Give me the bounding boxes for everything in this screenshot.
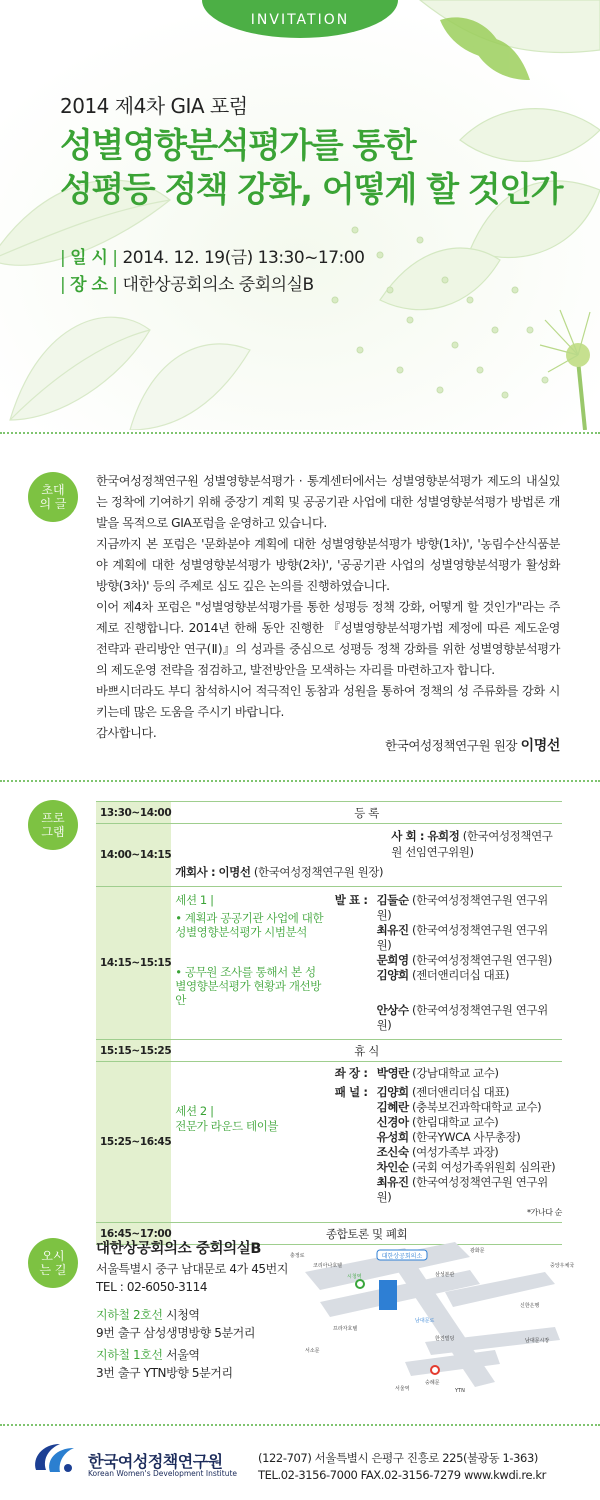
map-label: 서울역: [395, 1386, 410, 1392]
place-value: 대한상공회의소 중회의실B: [122, 275, 314, 295]
invitation-header: [0, 0, 600, 430]
chair-label: 좌 장 :: [334, 1066, 368, 1080]
place-label: 장 소: [70, 275, 108, 295]
footer-phone-fax-web: TEL.02-3156-7000 FAX.02-3156-7279 www.kwdi.re.kr: [258, 1468, 546, 1482]
invitation-tag: INVITATION: [202, 0, 398, 38]
session-1-topic-2: • 공무원 조사를 통해서 본 성별영향분석평가 현황과 개선방안: [175, 965, 321, 1007]
divider: [0, 780, 600, 782]
footer-address: (122-707) 서울특별시 은평구 진흥로 225(불광동 1-363): [258, 1451, 538, 1465]
closing-cell: 종합토론 및 폐회: [171, 1223, 562, 1245]
signature: [385, 735, 560, 755]
footer-contact: [258, 1450, 546, 1484]
map-label: 숭례문: [425, 1380, 440, 1386]
divider: [0, 432, 600, 434]
signature-name: 이명선: [520, 738, 560, 754]
letter-paragraph: 한국여성정책연구원 성별영향분석평가 · 통계센터에서는 성별영향분석평가 제도의 내실있는 정착에 기여하기 위해 중장기 계획 및 공공기관 사업에 대한 성별영향분석평가 방법론 개발을 목적으로 GIA포럼을 운영하고 있습니다.: [96, 474, 560, 530]
presenter: 최유진 (한국여성정책연구원 연구위원): [376, 923, 548, 952]
map-label: 광화문: [470, 1248, 485, 1254]
map-label: 중앙우체국: [550, 1263, 575, 1269]
table-row: [96, 824, 562, 887]
forum-subtitle: 2014 제4차 GIA 포럼: [60, 94, 248, 118]
venue-name: 대한상공회의소 중회의실B: [96, 1241, 261, 1257]
map-label: 충정로: [290, 1253, 305, 1259]
host-line: 사 회 : 유희정 (한국여성정책연구원 선임연구위원): [391, 829, 553, 859]
map-label: YTN: [455, 1388, 465, 1394]
panelist: 김양희 (젠더앤리더십 대표): [376, 1085, 510, 1099]
session-1-label: 세션 1 |: [175, 893, 214, 907]
kwdi-logo-icon: [30, 1440, 80, 1476]
subway-line-2: 지하철 2호선 시청역: [96, 1308, 200, 1322]
table-row: [96, 887, 562, 1040]
break-cell: 휴 식: [171, 1040, 562, 1062]
building-marker: [379, 1280, 397, 1310]
forum-title: [60, 124, 562, 212]
divider: [0, 1424, 600, 1426]
letter-paragraph: 감사합니다.: [96, 726, 157, 740]
session-1-topic-1: • 계획과 공공기관 사업에 대한 성별영향분석평가 시범분석: [175, 911, 324, 939]
map-label: 삼성본관: [435, 1272, 455, 1278]
title-line-2: 성평등 정책 강화, 어떻게 할 것인가: [60, 170, 562, 210]
presenter: 안상수 (한국여성정책연구원 연구위원): [376, 1003, 548, 1032]
invitation-badge: 초대의 글: [28, 472, 78, 522]
chair: 박영란 (강남대학교 교수): [376, 1066, 499, 1080]
map-label: 프라자호텔: [333, 1326, 358, 1332]
presenter: 문희영 (한국여성정책연구원 연구원): [376, 953, 552, 967]
subway-line-2-exit: 9번 출구 삼성생명방향 5분거리: [96, 1326, 256, 1340]
presenter-label: 발 표 :: [334, 893, 368, 907]
opening-line: 개회사 : 이명선 (한국여성정책연구원 원장): [175, 865, 384, 879]
table-row: [96, 1062, 562, 1223]
panel-note: *가나다 순: [526, 1208, 562, 1217]
title-line-1: 성별영향분석평가를 통한: [60, 126, 416, 166]
map-label: 시청역: [347, 1274, 362, 1280]
time-cell: 14:15~15:15: [96, 887, 171, 1040]
map-label: 신한은행: [520, 1303, 540, 1309]
invitation-letter: [96, 471, 560, 744]
subway-line-1-exit: 3번 출구 YTN방향 5분거리: [96, 1366, 233, 1380]
date-value: 2014. 12. 19(금) 13:30~17:00: [122, 248, 365, 268]
panelist: 차인순 (국회 여성가족위원회 심의관): [376, 1160, 556, 1174]
map-label: 대한상공회의소: [381, 1253, 423, 1260]
dandelion-illustration: [0, 0, 600, 430]
venue-address: 서울특별시 중구 남대문로 4가 45번지: [96, 1262, 289, 1276]
presenter: 김둘순 (한국여성정책연구원 연구위원): [376, 893, 548, 922]
panelist: 조신숙 (여성가족부 과장): [376, 1145, 499, 1159]
event-date: | 일 시 | 2014. 12. 19(금) 13:30~17:00: [60, 248, 365, 268]
venue-tel: TEL : 02-6050-3114: [96, 1280, 208, 1294]
event-place: | 장 소 | 대한상공회의소 중회의실B: [60, 275, 314, 295]
map-label: 서소문: [305, 1348, 320, 1354]
institute-name-en: Korean Women's Development Institute: [88, 1469, 238, 1478]
time-cell: 15:25~16:45: [96, 1062, 171, 1223]
letter-paragraph: 바쁘시더라도 부디 참석하시어 적극적인 동참과 성원을 통하여 정책의 성 주류화를 강화 시키는데 많은 도움을 주시기 바랍니다.: [96, 684, 560, 719]
time-cell: 14:00~14:15: [96, 824, 171, 887]
map-label: 코리아나호텔: [313, 1263, 342, 1269]
letter-paragraph: 이어 제4차 포럼은 "성별영향분석평가를 통한 성평등 정책 강화, 어떻게 할 것인가"라는 주제로 진행합니다. 2014년 한해 동안 진행한 『성별영향분석평가법 제정에 따른 제도운영 전략과 관리방안 연구(Ⅱ)』의 성과를 중심으로 성평등 정책 강화를 위한 성별영향분석평가의 제도운영 전략을 점검하고, 발전방안을 모색하는 자리를 마련하고자 합니다.: [96, 600, 560, 677]
location-map: [285, 1232, 575, 1397]
session-2-label: 세션 2 |: [175, 1104, 214, 1118]
map-label: 한진빌딩: [435, 1336, 455, 1342]
time-cell: 15:15~15:25: [96, 1040, 171, 1062]
subway-line-1: 지하철 1호선 서울역: [96, 1348, 200, 1362]
session-2-title: 전문가 라운드 테이블: [175, 1119, 279, 1133]
map-label: 남대문시장: [525, 1338, 550, 1344]
panelist: 최유진 (한국여성정책연구원 연구위원): [376, 1175, 548, 1204]
program-badge: 프로 그램: [28, 800, 78, 850]
map-label: 남대문로: [415, 1318, 435, 1324]
panelist: 김혜란 (충북보건과학대학교 교수): [376, 1100, 542, 1114]
directions-badge: 오시는 길: [28, 1238, 78, 1288]
date-label: 일 시: [70, 248, 108, 268]
panelist: 유성희 (한국YWCA 사무총장): [376, 1130, 521, 1144]
presenter: 김양희 (젠더앤리더십 대표): [376, 968, 510, 982]
directions-text: [96, 1240, 296, 1382]
letter-paragraph: 지금까지 본 포럼은 '문화분야 계획에 대한 성별영향분석평가 방향(1차)', '농림수산식품분야 계획에 대한 성별영향분석평가 방향(2차)', '공공기관 사업의 성별영향분석평가 활성화 방향(3차)' 등의 주제로 심도 깊은 논의를 진행하였습니다.: [96, 537, 560, 593]
table-row: [96, 802, 562, 824]
signature-org: 한국여성정책연구원 원장: [385, 738, 518, 753]
panelist: 신경아 (한림대학교 교수): [376, 1115, 499, 1129]
program-table: [96, 801, 562, 1245]
time-cell: 13:30~14:00: [96, 802, 171, 824]
registration-cell: 등 록: [171, 802, 562, 824]
panel-label: 패 널 :: [334, 1085, 368, 1099]
table-row: [96, 1040, 562, 1062]
institute-name-ko: 한국여성정책연구원: [88, 1452, 223, 1471]
time-cell: 16:45~17:00: [96, 1223, 171, 1245]
